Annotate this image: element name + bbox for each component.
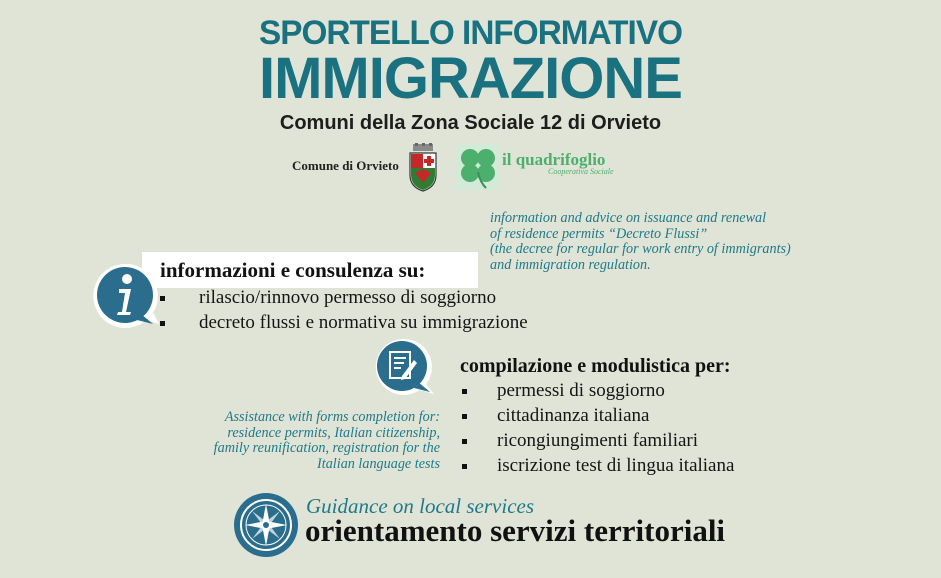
bullet-square: [462, 389, 467, 394]
list-item-text: rilascio/rinnovo permesso di soggiorno: [199, 287, 497, 308]
list-item-text: decreto flussi e normativa su immigrazione: [199, 312, 528, 333]
info-english-line: of residence permits “Decreto Flussi”: [490, 225, 708, 242]
list-item-text: cittadinanza italiana: [497, 405, 650, 426]
forms-english-line: residence permits, Italian citizenship,: [227, 424, 440, 441]
info-icon: [93, 262, 161, 330]
compass-icon: [233, 492, 299, 558]
list-item-text: ricongiungimenti familiari: [497, 430, 699, 451]
info-heading: informazioni e consulenza su:: [160, 258, 426, 282]
list-item-text: permessi di soggiorno: [497, 380, 665, 401]
info-english-text: [490, 211, 860, 273]
crest-icon: [407, 143, 439, 193]
guidance-english: Guidance on local services: [306, 494, 535, 518]
forms-english-line: Italian language tests: [317, 455, 440, 472]
info-english-line: information and advice on issuance and renewal: [490, 210, 767, 226]
forms-english-line: Assistance with forms completion for:: [224, 409, 440, 425]
guidance-italian: orientamento servizi territoriali: [305, 513, 726, 548]
clover-icon: [456, 144, 500, 190]
list-item-text: iscrizione test di lingua italiana: [497, 455, 735, 476]
title-line-1: SPORTELLO INFORMATIVO: [258, 14, 683, 52]
bullet-square: [160, 296, 165, 301]
form-pencil-icon: [368, 338, 436, 398]
forms-heading: compilazione e modulistica per:: [460, 355, 731, 377]
subtitle: Comuni della Zona Sociale 12 di Orvieto: [279, 112, 662, 134]
quadrifoglio-name: il quadrifoglio: [502, 150, 606, 169]
info-english-line: and immigration regulation.: [490, 256, 651, 273]
quadrifoglio-subtitle: Cooperativa Sociale: [548, 167, 614, 176]
bullet-square: [160, 321, 165, 326]
info-english-line: (the decree for regular for work entry of immigrants): [490, 241, 791, 257]
bullet-square: [462, 439, 467, 444]
bullet-square: [462, 414, 467, 419]
title-line-2: IMMIGRAZIONE: [259, 46, 682, 111]
forms-english-text: [150, 410, 440, 472]
bullet-square: [462, 464, 467, 469]
comune-di-orvieto-label: Comune di Orvieto: [292, 158, 399, 173]
forms-english-line: family reunification, registration for the: [213, 440, 440, 456]
